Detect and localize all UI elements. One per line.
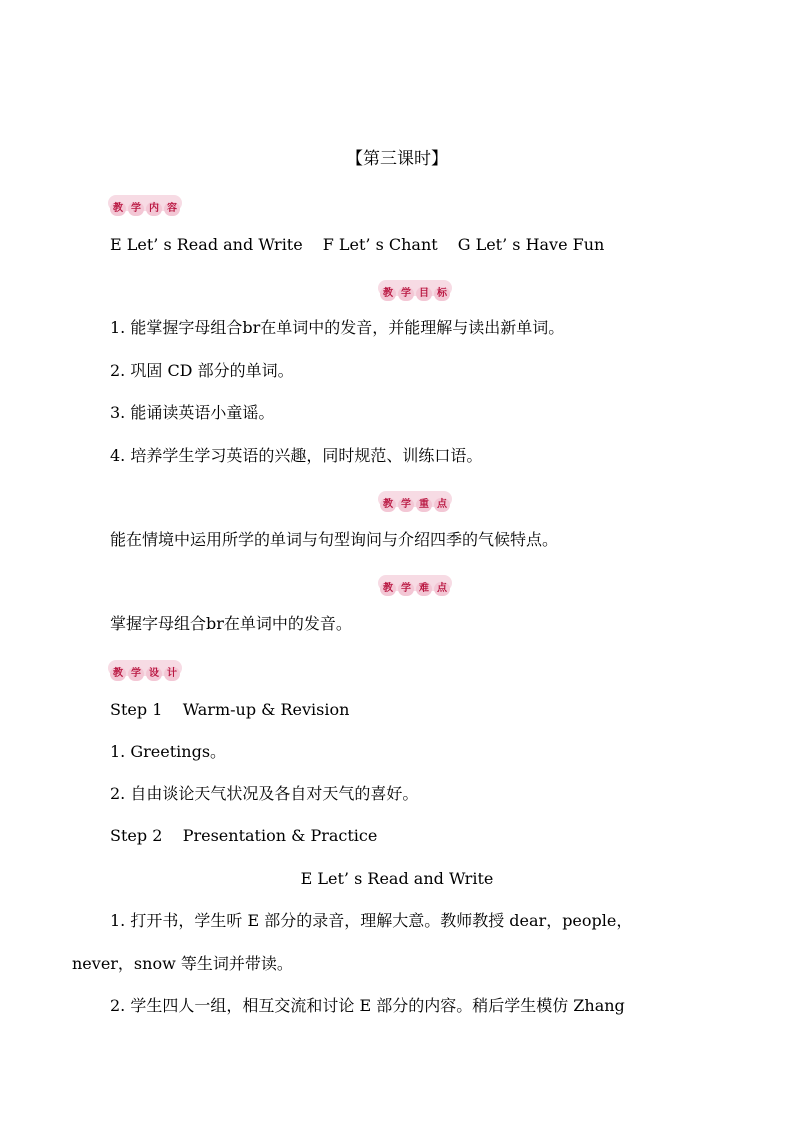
section-badge-key-points [380,491,452,510]
badge-char: 内 [146,202,162,216]
badge-char: 学 [398,287,414,301]
section-badge-objectives [380,280,452,299]
part-e-label: E Let’ s Read and Write [110,235,303,254]
section-badge-design [110,660,182,679]
badge-char: 学 [128,667,144,681]
objective-item: 3. 能诵读英语小童谣。 [110,403,275,422]
objective-item: 2. 巩固 CD 部分的单词。 [110,361,294,380]
badge-char: 学 [398,498,414,512]
step2-item2-line1: 2. 学生四人一组，相互交流和讨论 E 部分的内容。稍后学生模仿 Zhang [110,996,625,1015]
badge-char: 教 [380,287,396,301]
badge-char: 难 [416,582,432,596]
badge-char: 学 [398,582,414,596]
badge-char: 教 [110,667,126,681]
step1-item: 2. 自由谈论天气状况及各自对天气的喜好。 [110,784,419,803]
step2-item1-line2: never，snow 等生词并带读。 [72,954,293,973]
section-badge-content [110,195,182,214]
objective-item: 1. 能掌握字母组合br在单词中的发音，并能理解与读出新单词。 [110,318,565,337]
badge-char: 教 [380,582,396,596]
badge-char: 教 [110,202,126,216]
step1-heading: Step 1 Warm-up & Revision [110,700,350,719]
step2-subheading: E Let’ s Read and Write [300,869,494,888]
part-g-label: G Let’ s Have Fun [457,235,605,254]
badge-char: 容 [164,202,180,216]
step2-heading: Step 2 Presentation & Practice [110,826,378,845]
badge-char: 重 [416,498,432,512]
step1-item: 1. Greetings。 [110,742,227,761]
badge-char: 点 [434,498,450,512]
lesson-title: 【第三课时】 [346,149,448,169]
key-point-text: 能在情境中运用所学的单词与句型询问与介绍四季的气候特点。 [110,530,559,549]
badge-char: 设 [146,667,162,681]
difficulty-text: 掌握字母组合br在单词中的发音。 [110,614,352,633]
badge-char: 计 [164,667,180,681]
content-line [110,234,604,256]
badge-char: 点 [434,582,450,596]
badge-char: 学 [128,202,144,216]
badge-char: 目 [416,287,432,301]
step2-item1-line1: 1. 打开书，学生听 E 部分的录音，理解大意。教师教授 dear，people， [110,911,633,930]
section-badge-difficulties [380,575,452,594]
badge-char: 教 [380,498,396,512]
objective-item: 4. 培养学生学习英语的兴趣，同时规范、训练口语。 [110,446,483,465]
badge-char: 标 [434,287,450,301]
part-f-label: F Let’ s Chant [322,235,438,254]
